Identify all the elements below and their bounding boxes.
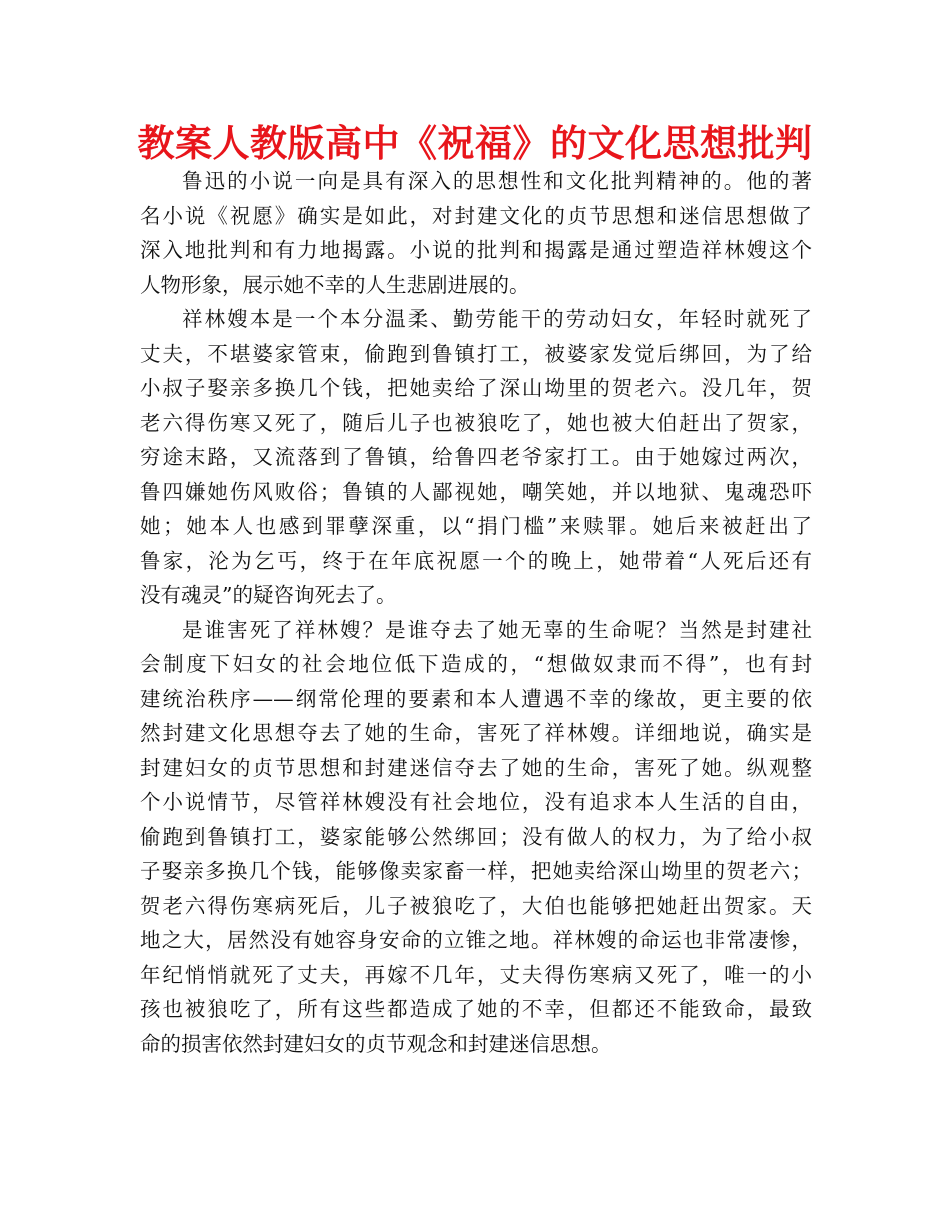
document-body xyxy=(140,164,812,1061)
text-line: 丈夫，不堪婆家管束，偷跑到鲁镇打工，被婆家发觉后绑回，为了给 xyxy=(140,341,812,366)
text-line: 然封建文化思想夺去了她的生命，害死了祥林嫂。详细地说，确实是 xyxy=(140,721,812,745)
text-line: 个小说情节，尽管祥林嫂没有社会地位，没有追求本人生活的自由， xyxy=(140,790,812,814)
text-line: 贺老六得伤寒病死后，儿子被狼吃了，大伯也能够把她赶出贺家。天 xyxy=(140,893,812,918)
text-line: 鲁家，沦为乞丐，终于在年底祝愿一个的晚上，她带着“人死后还有 xyxy=(140,548,812,573)
document-title: 教案人教版高中《祝福》的文化思想批判 xyxy=(137,122,813,165)
text-line: 孩也被狼吃了，所有这些都造成了她的不幸，但都还不能致命，最致 xyxy=(140,997,812,1021)
text-line: 老六得伤寒又死了，随后儿子也被狼吃了，她也被大伯赶出了贺家， xyxy=(140,410,812,435)
text-line: 鲁四嫌她伤风败俗；鲁镇的人鄙视她，嘲笑她，并以地狱、鬼魂恐吓 xyxy=(140,479,812,504)
text-line: 年纪悄悄就死了丈夫，再嫁不几年，丈夫得伤寒病又死了，唯一的小 xyxy=(140,962,812,987)
text-line: 建统治秩序——纲常伦理的要素和本人遭遇不幸的缘故，更主要的依 xyxy=(140,686,812,711)
text-line: 是谁害死了祥林嫂？是谁夺去了她无辜的生命呢？当然是封建社 xyxy=(182,617,812,642)
paragraph-3 xyxy=(140,613,812,1062)
text-line: 子娶亲多换几个钱，能够像卖家畜一样，把她卖给深山坳里的贺老六； xyxy=(140,859,812,883)
text-line: 她；她本人也感到罪孽深重，以“捐门槛”来赎罪。她后来被赶出了 xyxy=(140,514,812,538)
text-line: 封建妇女的贞节思想和封建迷信夺去了她的生命，害死了她。纵观整 xyxy=(140,755,812,780)
text-line: 没有魂灵”的疑咨询死去了。 xyxy=(140,583,397,607)
text-line: 会制度下妇女的社会地位低下造成的，“想做奴隶而不得”，也有封 xyxy=(140,652,812,676)
text-line: 祥林嫂本是一个本分温柔、勤劳能干的劳动妇女，年轻时就死了 xyxy=(182,307,812,331)
paragraph-2 xyxy=(140,302,812,613)
text-line: 地之大，居然没有她容身安命的立锥之地。祥林嫂的命运也非常凄惨， xyxy=(140,928,812,952)
text-line: 名小说《祝愿》确实是如此，对封建文化的贞节思想和迷信思想做了 xyxy=(140,203,812,228)
text-line: 偷跑到鲁镇打工，婆家能够公然绑回；没有做人的权力，为了给小叔 xyxy=(140,824,812,849)
text-line: 深入地批判和有力地揭露。小说的批判和揭露是通过塑造祥林嫂这个 xyxy=(140,238,812,262)
text-line: 鲁迅的小说一向是具有深入的思想性和文化批判精神的。他的著 xyxy=(182,169,812,193)
text-line: 人物形象，展示她不幸的人生悲剧进展的。 xyxy=(140,272,530,297)
text-line: 小叔子娶亲多换几个钱，把她卖给了深山坳里的贺老六。没几年，贺 xyxy=(140,376,812,400)
text-line: 命的损害依然封建妇女的贞节观念和封建迷信思想。 xyxy=(140,1031,612,1056)
text-line: 穷途末路，又流落到了鲁镇，给鲁四老爷家打工。由于她嫁过两次， xyxy=(140,445,812,469)
paragraph-1 xyxy=(140,164,812,302)
